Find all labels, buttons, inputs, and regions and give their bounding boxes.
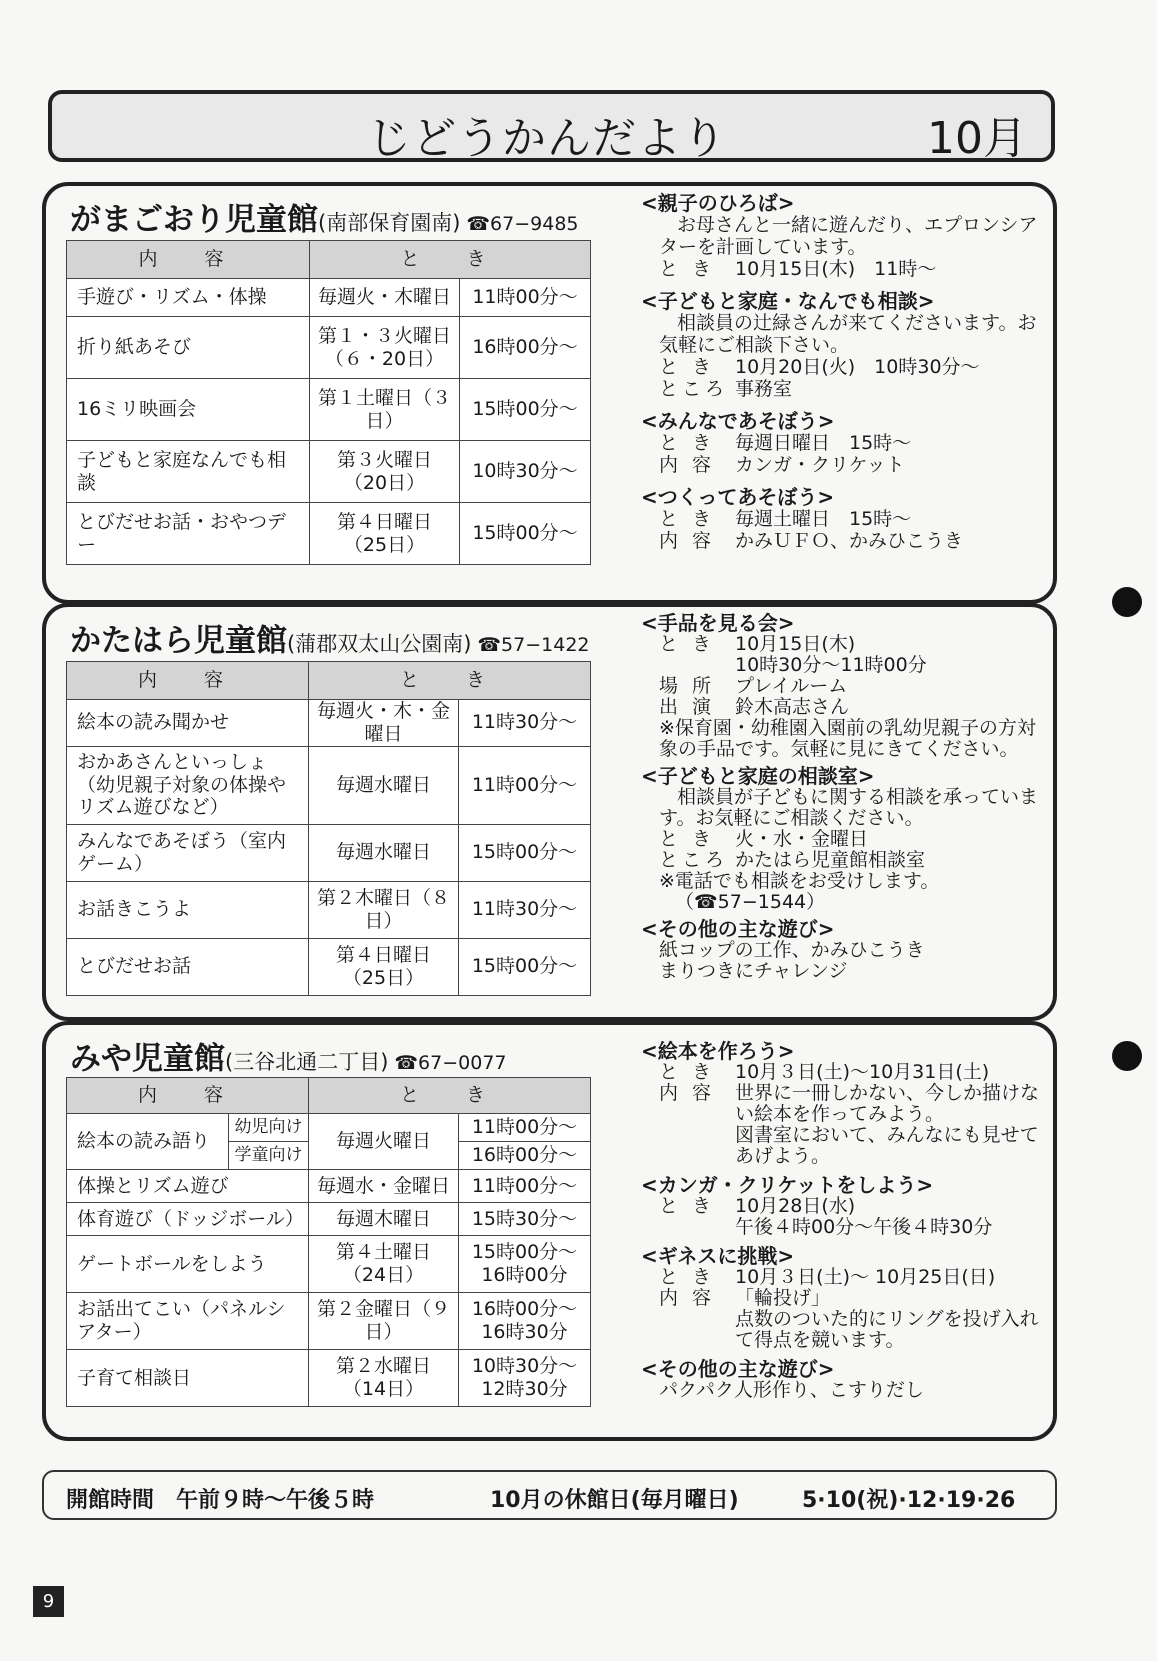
event-list xyxy=(641,1041,1051,1401)
event-phone-note: （☎57−1544） xyxy=(675,891,826,913)
section-header xyxy=(70,194,579,239)
row-time: 11時00分〜 xyxy=(460,279,591,317)
row-time: 10時30分〜12時30分 xyxy=(459,1350,591,1407)
binder-hole xyxy=(1112,1041,1142,1071)
event-line: パクパク人形作り、こすりだし xyxy=(659,1379,924,1401)
facility-name: みや児童館 xyxy=(70,1041,225,1077)
event-item xyxy=(641,290,1051,400)
facility-phone: ☎67−0077 xyxy=(394,1052,507,1074)
row-day: 毎週水・金曜日 xyxy=(309,1170,459,1203)
event-value: 事務室 xyxy=(735,378,793,400)
table-row xyxy=(67,824,591,881)
event-label: 内 容 xyxy=(659,454,716,476)
row-content: とびだせお話 xyxy=(67,938,309,995)
row-day: 第３火曜日（20日） xyxy=(310,441,460,503)
row-content: ゲートボールをしよう xyxy=(67,1236,309,1293)
event-title: <子どもと家庭・なんでも相談> xyxy=(641,289,935,313)
row-day: 第４土曜日（24日） xyxy=(309,1236,459,1293)
row-audience: 学童向け xyxy=(229,1142,309,1170)
event-value: 鈴木高志さん xyxy=(735,696,850,718)
event-value: 「輪投げ」 xyxy=(735,1287,831,1309)
row-content: 折り紙あそび xyxy=(67,317,310,379)
event-item xyxy=(641,1246,1051,1351)
newsletter-title-bar xyxy=(48,90,1055,162)
schedule-table xyxy=(66,240,591,565)
table-row xyxy=(67,1236,591,1293)
event-title: <つくってあそぼう> xyxy=(641,485,835,509)
table-header-row xyxy=(67,1078,591,1114)
event-note: ※電話でも相談をお受けします。 xyxy=(659,870,940,892)
row-day: 第４日曜日（25日） xyxy=(310,503,460,565)
event-item xyxy=(641,1359,1051,1401)
table-row xyxy=(67,700,591,747)
event-title: <絵本を作ろう> xyxy=(641,1039,795,1063)
table-row xyxy=(67,938,591,995)
row-content: 体操とリズム遊び xyxy=(67,1170,309,1203)
event-label: ところ xyxy=(659,849,729,871)
event-title: <ギネスに挑戦> xyxy=(641,1244,795,1268)
closed-days-label: 10月の休館日(毎月曜日) xyxy=(490,1488,739,1513)
event-label: 内 容 xyxy=(659,530,716,552)
event-label: と き xyxy=(659,828,716,850)
header-content: 内 容 xyxy=(67,1078,309,1114)
row-time: 11時00分〜 xyxy=(459,1114,591,1142)
schedule-table xyxy=(66,661,591,996)
row-time: 15時00分〜16時00分 xyxy=(459,1236,591,1293)
header-content: 内 容 xyxy=(67,241,310,279)
table-row xyxy=(67,1293,591,1350)
event-value: 10月３日(土)〜10月31日(土) xyxy=(735,1061,990,1083)
row-content: 絵本の読み聞かせ xyxy=(67,700,309,747)
event-list xyxy=(641,613,1051,982)
row-time: 11時30分〜 xyxy=(459,700,591,747)
table-row xyxy=(67,746,591,824)
section-katahara xyxy=(42,603,1057,1021)
table-header-row xyxy=(67,241,591,279)
opening-hours-bar xyxy=(42,1470,1057,1520)
schedule-table xyxy=(66,1077,591,1407)
table-row xyxy=(67,279,591,317)
facility-phone: ☎67−9485 xyxy=(466,213,579,235)
event-title: <カンガ・クリケットをしよう> xyxy=(641,1173,934,1197)
row-time: 15時00分〜 xyxy=(460,503,591,565)
event-title: <みんなであそぼう> xyxy=(641,409,835,433)
row-time: 11時00分〜 xyxy=(459,746,591,824)
row-day: 毎週火・木曜日 xyxy=(310,279,460,317)
facility-location: (蒲郡双太山公園南) xyxy=(287,632,472,656)
section-miya xyxy=(42,1021,1057,1441)
section-header xyxy=(70,615,590,660)
header-time: と き xyxy=(309,662,591,700)
facility-name: がまごおり児童館 xyxy=(70,202,318,238)
event-description: 相談員の辻緑さんが来てくださいます。お気軽にご相談下さい。 xyxy=(659,312,1037,356)
row-content: 体育遊び（ドッジボール） xyxy=(67,1203,309,1236)
event-value: カンガ・クリケット xyxy=(735,454,905,476)
row-day: 第２金曜日（９日） xyxy=(309,1293,459,1350)
row-content: お話出てこい（パネルシアター） xyxy=(67,1293,309,1350)
header-content: 内 容 xyxy=(67,662,309,700)
event-value: 毎週土曜日 15時〜 xyxy=(735,508,912,530)
event-value: かみＵＦＯ、かみひこうき xyxy=(735,530,964,552)
event-label: と き xyxy=(659,1266,716,1288)
event-label: 内 容 xyxy=(659,1082,716,1104)
row-content: 絵本の読み語り xyxy=(67,1114,229,1170)
event-item xyxy=(641,410,1051,476)
event-title: <その他の主な遊び> xyxy=(641,1357,835,1381)
opening-hours: 開館時間 午前９時〜午後５時 xyxy=(66,1488,375,1513)
event-label: と き xyxy=(659,1061,716,1083)
row-content: とびだせお話・おやつデー xyxy=(67,503,310,565)
event-item xyxy=(641,919,1051,982)
facility-name: かたはら児童館 xyxy=(70,623,287,659)
row-time: 10時30分〜 xyxy=(460,441,591,503)
event-note: ※保育園・幼稚園入園前の乳幼児親子の方対象の手品です。気軽に見にきてください。 xyxy=(659,717,1036,760)
table-row xyxy=(67,1170,591,1203)
table-row xyxy=(67,881,591,938)
event-value: 毎週日曜日 15時〜 xyxy=(735,432,912,454)
event-label: と き xyxy=(659,633,716,655)
event-value-continued: 10時30分〜11時00分 xyxy=(735,654,927,676)
event-label: 場 所 xyxy=(659,675,716,697)
binder-hole xyxy=(1112,587,1142,617)
event-value: 10月20日(火) 10時30分〜 xyxy=(735,356,980,378)
event-line: 紙コップの工作、かみひこうき xyxy=(659,939,925,961)
row-day: 毎週木曜日 xyxy=(309,1203,459,1236)
row-time: 11時30分〜 xyxy=(459,881,591,938)
event-description: お母さんと一緒に遊んだり、エプロンシアターを計画しています。 xyxy=(659,214,1038,258)
row-time: 16時00分〜 xyxy=(459,1142,591,1170)
event-description: 相談員が子どもに関する相談を承っています。お気軽にご相談ください。 xyxy=(659,786,1039,829)
row-time: 15時00分〜 xyxy=(459,938,591,995)
table-row xyxy=(67,1114,591,1142)
facility-phone: ☎57−1422 xyxy=(477,634,590,656)
row-content: 子どもと家庭なんでも相談 xyxy=(67,441,310,503)
event-line: まりつきにチャレンジ xyxy=(659,960,848,982)
closed-days: 5·10(祝)·12·19·26 xyxy=(802,1488,1016,1513)
event-value: 10月15日(木) 11時〜 xyxy=(735,258,937,280)
row-content: 手遊び・リズム・体操 xyxy=(67,279,310,317)
event-title: <親子のひろば> xyxy=(641,191,795,215)
row-time: 16時00分〜16時30分 xyxy=(459,1293,591,1350)
table-row xyxy=(67,441,591,503)
event-value: 10月３日(土)〜 10月25日(日) xyxy=(735,1266,996,1288)
row-time: 11時00分〜 xyxy=(459,1170,591,1203)
event-label: ところ xyxy=(659,378,729,400)
event-label: と き xyxy=(659,432,716,454)
event-value: プレイルーム xyxy=(735,675,848,697)
event-list xyxy=(641,192,1051,552)
row-content: おかあさんといっしょ（幼児親子対象の体操やリズム遊びなど） xyxy=(67,746,309,824)
page-number: 9 xyxy=(33,1586,64,1617)
section-gamagori xyxy=(42,182,1057,604)
table-header-row xyxy=(67,662,591,700)
table-row xyxy=(67,1350,591,1407)
event-label: と き xyxy=(659,356,716,378)
row-time: 15時00分〜 xyxy=(459,824,591,881)
row-day: 第２水曜日（14日） xyxy=(309,1350,459,1407)
event-value-continued: 午後４時00分〜午後４時30分 xyxy=(735,1216,993,1238)
event-value-continued: 図書室において、みんなにも見せてあげよう。 xyxy=(735,1124,1039,1167)
event-label: と き xyxy=(659,1195,716,1217)
row-day: 毎週火曜日 xyxy=(309,1114,459,1170)
row-content: お話きこうよ xyxy=(67,881,309,938)
row-day: 第４日曜日（25日） xyxy=(309,938,459,995)
header-time: と き xyxy=(309,1078,591,1114)
event-label: と き xyxy=(659,508,716,530)
row-day: 第１・３火曜日（６・20日） xyxy=(310,317,460,379)
facility-location: (三谷北通二丁目) xyxy=(225,1050,389,1074)
event-item xyxy=(641,766,1051,913)
event-value: 世界に一冊しかない、今しか描けない絵本を作ってみよう。 xyxy=(735,1082,1040,1125)
event-item xyxy=(641,613,1051,760)
event-item xyxy=(641,1041,1051,1167)
event-value: 10月15日(木) xyxy=(735,633,856,655)
row-day: 毎週水曜日 xyxy=(309,746,459,824)
event-title: <その他の主な遊び> xyxy=(641,917,835,941)
row-time: 16時00分〜 xyxy=(460,317,591,379)
row-day: 第１土曜日（３日） xyxy=(310,379,460,441)
event-label: 出 演 xyxy=(659,696,716,718)
event-item xyxy=(641,192,1051,280)
newsletter-title: じどうかんだより xyxy=(367,113,727,164)
table-row xyxy=(67,317,591,379)
event-label: と き xyxy=(659,258,716,280)
event-value-continued: 点数のついた的にリングを投げ入れて得点を競います。 xyxy=(735,1308,1039,1351)
row-day: 第２木曜日（８日） xyxy=(309,881,459,938)
facility-location: (南部保育園南) xyxy=(318,211,461,235)
event-title: <子どもと家庭の相談室> xyxy=(641,764,875,788)
row-audience: 幼児向け xyxy=(229,1114,309,1142)
event-value: 10月28日(水) xyxy=(735,1195,856,1217)
event-value: 火・水・金曜日 xyxy=(735,828,869,850)
row-time: 15時00分〜 xyxy=(460,379,591,441)
table-row xyxy=(67,379,591,441)
event-item xyxy=(641,486,1051,552)
event-title: <手品を見る会> xyxy=(641,611,795,635)
section-header xyxy=(70,1033,507,1078)
row-day: 毎週水曜日 xyxy=(309,824,459,881)
row-content: 16ミリ映画会 xyxy=(67,379,310,441)
row-content: 子育て相談日 xyxy=(67,1350,309,1407)
event-value: かたはら児童館相談室 xyxy=(735,849,926,871)
row-day: 毎週火・木・金曜日 xyxy=(309,700,459,747)
header-time: と き xyxy=(310,241,591,279)
newsletter-month: 10月 xyxy=(927,113,1027,164)
row-time: 15時30分〜 xyxy=(459,1203,591,1236)
table-row xyxy=(67,1203,591,1236)
event-item xyxy=(641,1175,1051,1238)
table-row xyxy=(67,503,591,565)
row-content: みんなであそぼう（室内ゲーム） xyxy=(67,824,309,881)
event-label: 内 容 xyxy=(659,1287,716,1309)
